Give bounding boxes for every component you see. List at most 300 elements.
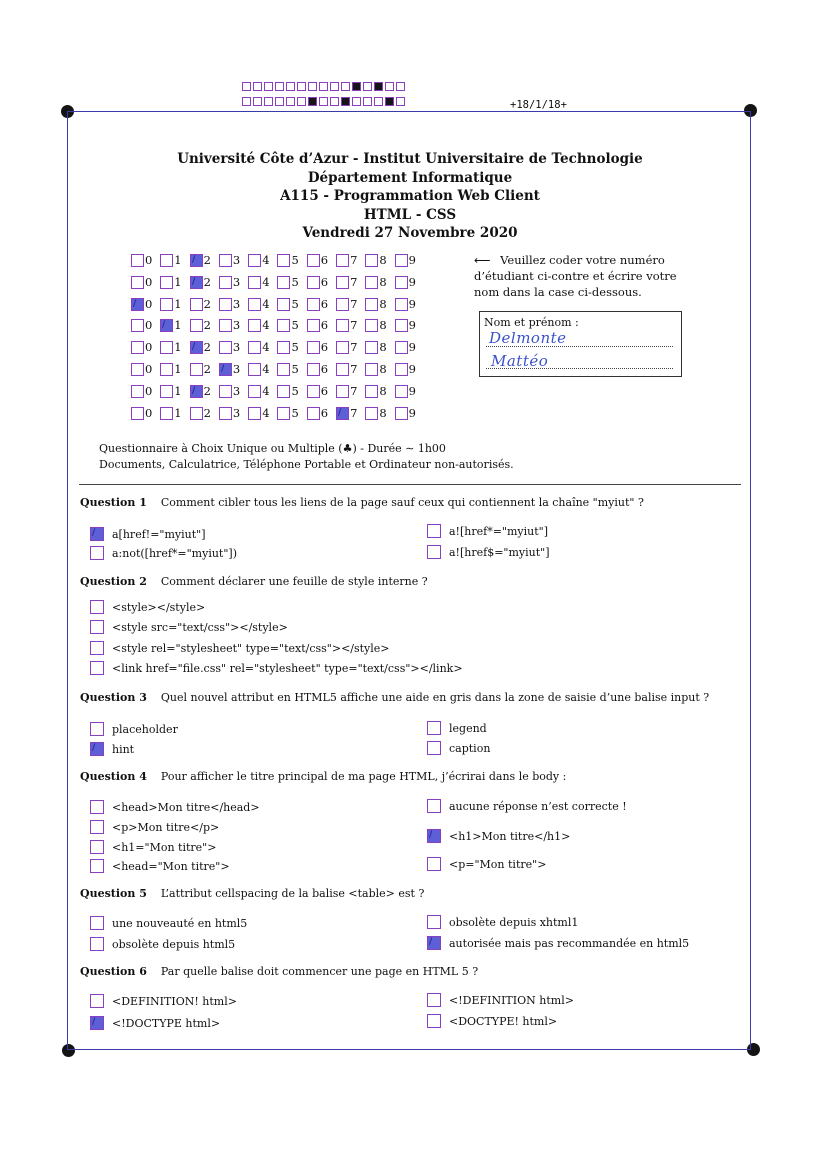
answer-option[interactable] (427, 524, 548, 538)
student-id-cell[interactable] (395, 275, 424, 289)
student-id-cell[interactable] (131, 275, 160, 289)
digit-checkbox[interactable] (336, 341, 349, 354)
answer-option[interactable] (427, 1014, 557, 1028)
digit-label: 8 (379, 384, 387, 398)
student-id-cell[interactable] (219, 384, 248, 398)
student-id-cell[interactable] (365, 318, 394, 332)
student-id-cell[interactable] (365, 406, 394, 420)
student-id-cell[interactable] (190, 406, 219, 420)
answer-checkbox[interactable] (90, 527, 104, 541)
answer-option[interactable] (90, 641, 390, 655)
digit-checkbox[interactable] (307, 363, 320, 376)
answer-option[interactable] (427, 829, 570, 843)
digit-checkbox[interactable] (365, 363, 378, 376)
answer-option[interactable] (90, 994, 237, 1008)
answer-label: une nouveauté en html5 (112, 916, 248, 930)
student-id-cell[interactable] (307, 275, 336, 289)
student-id-cell[interactable] (395, 406, 424, 420)
answer-checkbox[interactable] (90, 820, 104, 834)
digit-checkbox[interactable] (219, 363, 232, 376)
student-id-cell[interactable] (219, 297, 248, 311)
digit-checkbox[interactable] (277, 407, 290, 420)
digit-label: 4 (262, 253, 270, 267)
page-identifier: +18/1/18+ (510, 99, 567, 111)
digit-checkbox[interactable] (307, 341, 320, 354)
student-id-cell[interactable] (160, 275, 189, 289)
student-id-cell[interactable] (365, 275, 394, 289)
digit-label: 0 (145, 406, 153, 420)
student-id-cell[interactable] (219, 275, 248, 289)
digit-checkbox[interactable] (219, 385, 232, 398)
digit-checkbox[interactable] (219, 407, 232, 420)
student-id-cell[interactable] (336, 275, 365, 289)
student-id-cell[interactable] (365, 253, 394, 267)
digit-checkbox[interactable] (131, 363, 144, 376)
answer-checkbox[interactable] (90, 840, 104, 854)
digit-checkbox[interactable] (307, 385, 320, 398)
answer-option[interactable] (427, 545, 550, 559)
answer-checkbox[interactable] (90, 1016, 104, 1030)
student-id-cell[interactable] (395, 384, 424, 398)
answer-checkbox[interactable] (427, 829, 441, 843)
digit-checkbox[interactable] (248, 254, 261, 267)
digit-checkbox[interactable] (365, 341, 378, 354)
digit-label: 4 (262, 384, 270, 398)
digit-checkbox[interactable] (336, 254, 349, 267)
answer-checkbox[interactable] (90, 620, 104, 634)
student-id-cell[interactable] (131, 318, 160, 332)
student-id-cell[interactable] (307, 406, 336, 420)
student-id-cell[interactable] (365, 340, 394, 354)
code-square (308, 82, 317, 91)
digit-checkbox[interactable] (365, 298, 378, 311)
digit-label: 0 (145, 384, 153, 398)
answer-option[interactable] (90, 661, 463, 675)
digit-label: 4 (262, 275, 270, 289)
digit-checkbox[interactable] (365, 319, 378, 332)
question-number: Question 1 (80, 496, 147, 509)
digit-checkbox[interactable] (248, 341, 261, 354)
digit-checkbox[interactable] (248, 276, 261, 289)
student-id-cell[interactable] (131, 297, 160, 311)
student-id-cell[interactable] (160, 362, 189, 376)
student-id-cell[interactable] (365, 297, 394, 311)
digit-label: 3 (232, 384, 241, 398)
question-number: Question 2 (80, 575, 147, 588)
digit-checkbox[interactable] (248, 407, 261, 420)
student-id-cell[interactable] (219, 340, 248, 354)
question-text: L’attribut cellspacing de la balise <table> est ? (160, 887, 425, 900)
answer-checkbox[interactable] (427, 993, 441, 1007)
digit-label: 9 (408, 406, 416, 420)
student-id-cell[interactable] (219, 406, 248, 420)
digit-checkbox[interactable] (190, 407, 203, 420)
digit-checkbox[interactable] (190, 363, 203, 376)
digit-checkbox[interactable] (219, 341, 232, 354)
answer-label: obsolète depuis html5 (112, 937, 236, 951)
student-id-cell[interactable] (365, 362, 394, 376)
student-id-cell[interactable] (190, 384, 219, 398)
digit-label: 3 (232, 362, 241, 376)
answer-checkbox[interactable] (90, 937, 104, 951)
digit-checkbox[interactable] (365, 254, 378, 267)
student-id-cell[interactable] (248, 275, 277, 289)
answer-option[interactable] (427, 993, 574, 1007)
answer-option[interactable] (90, 600, 205, 614)
digit-label: 9 (408, 318, 416, 332)
digit-checkbox[interactable] (160, 341, 173, 354)
student-id-cell[interactable] (277, 362, 306, 376)
answer-checkbox[interactable] (427, 545, 441, 559)
digit-checkbox[interactable] (277, 254, 290, 267)
answer-checkbox[interactable] (90, 800, 104, 814)
digit-checkbox[interactable] (131, 407, 144, 420)
digit-checkbox[interactable] (190, 298, 203, 311)
student-id-cell[interactable] (248, 384, 277, 398)
student-id-row (131, 384, 424, 398)
student-id-cell[interactable] (190, 275, 219, 289)
answer-checkbox[interactable] (90, 722, 104, 736)
student-id-cell[interactable] (307, 384, 336, 398)
answer-option[interactable] (427, 799, 627, 813)
digit-checkbox[interactable] (131, 276, 144, 289)
student-id-cell[interactable] (131, 340, 160, 354)
answer-option[interactable] (90, 722, 178, 736)
digit-label: 9 (408, 275, 416, 289)
student-id-cell[interactable] (307, 297, 336, 311)
answer-option[interactable] (90, 820, 219, 834)
code-square (352, 97, 361, 106)
digit-checkbox[interactable] (219, 298, 232, 311)
answer-checkbox[interactable] (90, 916, 104, 930)
code-square (242, 97, 251, 106)
student-id-cell[interactable] (190, 297, 219, 311)
answer-option[interactable] (90, 620, 288, 634)
answer-option[interactable] (90, 840, 216, 854)
student-id-cell[interactable] (190, 253, 219, 267)
digit-label: 7 (350, 340, 358, 354)
answer-option[interactable] (90, 742, 134, 756)
name-box-label: Nom et prénom : (484, 316, 579, 329)
answer-option[interactable] (90, 546, 237, 560)
student-id-cell[interactable] (336, 362, 365, 376)
student-id-cell[interactable] (277, 253, 306, 267)
digit-checkbox[interactable] (248, 385, 261, 398)
question-2-title (80, 575, 428, 588)
student-id-cell[interactable] (336, 340, 365, 354)
student-id-cell[interactable] (160, 318, 189, 332)
digit-checkbox[interactable] (395, 385, 408, 398)
digit-checkbox[interactable] (395, 341, 408, 354)
code-square (286, 97, 295, 106)
question-text: Comment déclarer une feuille de style interne ? (160, 575, 428, 588)
student-id-cell[interactable] (277, 297, 306, 311)
answer-checkbox[interactable] (427, 721, 441, 735)
digit-checkbox[interactable] (336, 276, 349, 289)
answer-option[interactable] (427, 936, 689, 950)
digit-checkbox[interactable] (160, 385, 173, 398)
digit-checkbox[interactable] (307, 254, 320, 267)
digit-checkbox[interactable] (219, 319, 232, 332)
answer-label: a![href*="myiut"] (449, 524, 548, 538)
digit-label: 0 (145, 253, 153, 267)
digit-checkbox[interactable] (219, 254, 232, 267)
digit-checkbox[interactable] (160, 407, 173, 420)
code-square (275, 82, 284, 91)
digit-checkbox[interactable] (160, 298, 173, 311)
student-id-cell[interactable] (336, 253, 365, 267)
student-id-cell[interactable] (277, 318, 306, 332)
code-square (330, 97, 339, 106)
answer-label: obsolète depuis xhtml1 (449, 915, 579, 929)
answer-option[interactable] (427, 741, 490, 755)
student-id-row (131, 275, 424, 289)
digit-label: 3 (232, 318, 241, 332)
digit-checkbox[interactable] (277, 341, 290, 354)
code-square (286, 82, 295, 91)
answer-option[interactable] (427, 915, 578, 929)
digit-label: 2 (203, 297, 211, 311)
answer-option[interactable] (90, 1016, 220, 1030)
digit-checkbox[interactable] (336, 319, 349, 332)
digit-checkbox[interactable] (395, 298, 408, 311)
student-id-cell[interactable] (160, 253, 189, 267)
digit-checkbox[interactable] (131, 341, 144, 354)
answer-option[interactable] (90, 937, 235, 951)
student-id-cell[interactable] (336, 318, 365, 332)
digit-label: 4 (262, 406, 270, 420)
digit-checkbox[interactable] (190, 254, 203, 267)
digit-label: 3 (232, 297, 241, 311)
answer-label: <h1="Mon titre"> (112, 840, 217, 854)
student-id-cell[interactable] (248, 406, 277, 420)
digit-checkbox[interactable] (277, 298, 290, 311)
digit-label: 6 (320, 362, 329, 376)
digit-checkbox[interactable] (190, 319, 203, 332)
answer-checkbox[interactable] (90, 742, 104, 756)
qcm-duration: Questionnaire à Choix Unique ou Multiple (♣) - Durée ∼ 1h00 (99, 442, 446, 455)
student-id-cell[interactable] (248, 340, 277, 354)
student-id-cell[interactable] (219, 362, 248, 376)
digit-checkbox[interactable] (131, 385, 144, 398)
digit-checkbox[interactable] (248, 363, 261, 376)
digit-label: 9 (408, 253, 416, 267)
answer-checkbox[interactable] (90, 546, 104, 560)
student-id-cell[interactable] (219, 253, 248, 267)
digit-checkbox[interactable] (277, 319, 290, 332)
code-square (385, 97, 394, 106)
student-id-cell[interactable] (395, 318, 424, 332)
name-box[interactable] (479, 311, 682, 377)
digit-checkbox[interactable] (190, 276, 203, 289)
code-square (308, 97, 317, 106)
digit-checkbox[interactable] (336, 385, 349, 398)
answer-checkbox[interactable] (90, 641, 104, 655)
student-id-cell[interactable] (190, 362, 219, 376)
answer-checkbox[interactable] (427, 1014, 441, 1028)
answer-checkbox[interactable] (427, 741, 441, 755)
digit-checkbox[interactable] (395, 254, 408, 267)
student-id-cell[interactable] (395, 340, 424, 354)
student-id-cell[interactable] (395, 253, 424, 267)
digit-checkbox[interactable] (190, 385, 203, 398)
digit-label: 3 (232, 275, 241, 289)
digit-checkbox[interactable] (131, 254, 144, 267)
student-id-cell[interactable] (131, 406, 160, 420)
digit-checkbox[interactable] (248, 319, 261, 332)
digit-checkbox[interactable] (160, 254, 173, 267)
digit-label: 1 (174, 384, 182, 398)
answer-option[interactable] (90, 859, 230, 873)
student-id-cell[interactable] (307, 362, 336, 376)
digit-checkbox[interactable] (365, 407, 378, 420)
code-square (275, 97, 284, 106)
student-id-cell[interactable] (248, 253, 277, 267)
digit-label: 7 (350, 318, 358, 332)
digit-label: 1 (174, 406, 182, 420)
digit-label: 2 (203, 406, 211, 420)
answer-label: autorisée mais pas recommandée en html5 (449, 936, 690, 950)
digit-label: 5 (291, 297, 299, 311)
digit-checkbox[interactable] (365, 385, 378, 398)
answer-checkbox[interactable] (427, 799, 441, 813)
answer-label: <!DEFINITION html> (449, 993, 574, 1007)
answer-checkbox[interactable] (90, 661, 104, 675)
digit-checkbox[interactable] (336, 298, 349, 311)
student-id-cell[interactable] (336, 384, 365, 398)
student-id-cell[interactable] (365, 384, 394, 398)
student-id-cell[interactable] (336, 406, 365, 420)
student-id-cell[interactable] (190, 340, 219, 354)
answer-option[interactable] (427, 857, 546, 871)
digit-checkbox[interactable] (395, 407, 408, 420)
header-date: Vendredi 27 Novembre 2020 (302, 225, 518, 241)
question-4-title (80, 770, 566, 783)
student-id-cell[interactable] (248, 297, 277, 311)
answer-checkbox[interactable] (90, 600, 104, 614)
answer-checkbox[interactable] (427, 915, 441, 929)
digit-checkbox[interactable] (395, 319, 408, 332)
student-id-cell[interactable] (131, 253, 160, 267)
answer-label: a[href!="myiut"] (112, 527, 206, 541)
student-id-cell[interactable] (160, 340, 189, 354)
answer-label: caption (449, 741, 491, 755)
student-id-cell[interactable] (131, 362, 160, 376)
digit-label: 5 (291, 384, 299, 398)
digit-checkbox[interactable] (365, 276, 378, 289)
answer-option[interactable] (90, 916, 247, 930)
digit-checkbox[interactable] (395, 363, 408, 376)
student-id-cell[interactable] (277, 340, 306, 354)
answer-option[interactable] (427, 721, 487, 735)
digit-checkbox[interactable] (336, 407, 349, 420)
digit-label: 1 (174, 340, 182, 354)
digit-label: 8 (379, 362, 387, 376)
student-id-cell[interactable] (277, 275, 306, 289)
digit-checkbox[interactable] (307, 298, 320, 311)
answer-checkbox[interactable] (427, 524, 441, 538)
answer-option[interactable] (90, 800, 260, 814)
student-id-cell[interactable] (219, 318, 248, 332)
answer-label: aucune réponse n’est correcte ! (449, 799, 627, 813)
digit-checkbox[interactable] (160, 319, 173, 332)
digit-label: 6 (320, 253, 329, 267)
exam-header (130, 150, 690, 243)
digit-label: 3 (232, 406, 241, 420)
digit-label: 5 (291, 318, 299, 332)
student-id-cell[interactable] (160, 384, 189, 398)
student-id-cell[interactable] (160, 297, 189, 311)
digit-label: 7 (350, 406, 358, 420)
answer-option[interactable] (90, 527, 206, 541)
student-id-cell[interactable] (277, 384, 306, 398)
digit-checkbox[interactable] (131, 298, 144, 311)
digit-label: 6 (320, 340, 329, 354)
digit-label: 4 (262, 362, 270, 376)
student-id-cell[interactable] (395, 362, 424, 376)
digit-label: 0 (145, 297, 153, 311)
student-id-row (131, 406, 424, 420)
student-id-cell[interactable] (307, 318, 336, 332)
digit-checkbox[interactable] (277, 385, 290, 398)
answer-checkbox[interactable] (427, 857, 441, 871)
digit-label: 6 (320, 297, 329, 311)
answer-checkbox[interactable] (427, 936, 441, 950)
digit-checkbox[interactable] (395, 276, 408, 289)
digit-checkbox[interactable] (307, 319, 320, 332)
digit-checkbox[interactable] (131, 319, 144, 332)
digit-checkbox[interactable] (277, 276, 290, 289)
digit-checkbox[interactable] (307, 276, 320, 289)
digit-label: 9 (408, 362, 416, 376)
code-square (319, 97, 328, 106)
student-id-cell[interactable] (248, 318, 277, 332)
student-id-cell[interactable] (160, 406, 189, 420)
answer-checkbox[interactable] (90, 994, 104, 1008)
student-id-cell[interactable] (307, 253, 336, 267)
student-id-cell[interactable] (190, 318, 219, 332)
digit-label: 2 (203, 384, 211, 398)
header-subject: HTML - CSS (363, 206, 457, 223)
digit-checkbox[interactable] (248, 298, 261, 311)
digit-label: 5 (291, 253, 299, 267)
header-course: A115 - Programmation Web Client (280, 188, 540, 204)
digit-checkbox[interactable] (307, 407, 320, 420)
digit-label: 2 (203, 253, 211, 267)
digit-checkbox[interactable] (336, 363, 349, 376)
digit-checkbox[interactable] (219, 276, 232, 289)
code-square (385, 82, 394, 91)
student-id-cell[interactable] (336, 297, 365, 311)
question-number: Question 4 (80, 770, 147, 783)
student-id-cell[interactable] (277, 406, 306, 420)
digit-checkbox[interactable] (190, 341, 203, 354)
code-square (253, 97, 262, 106)
student-id-cell[interactable] (248, 362, 277, 376)
digit-checkbox[interactable] (277, 363, 290, 376)
digit-label: 7 (350, 362, 358, 376)
digit-label: 3 (232, 340, 241, 354)
student-id-cell[interactable] (395, 297, 424, 311)
student-id-cell[interactable] (307, 340, 336, 354)
digit-checkbox[interactable] (160, 363, 173, 376)
student-id-cell[interactable] (131, 384, 160, 398)
answer-checkbox[interactable] (90, 859, 104, 873)
answer-label: <p>Mon titre</p> (112, 820, 220, 834)
digit-checkbox[interactable] (160, 276, 173, 289)
digit-label: 5 (291, 340, 299, 354)
answer-label: <p="Mon titre"> (449, 857, 547, 871)
